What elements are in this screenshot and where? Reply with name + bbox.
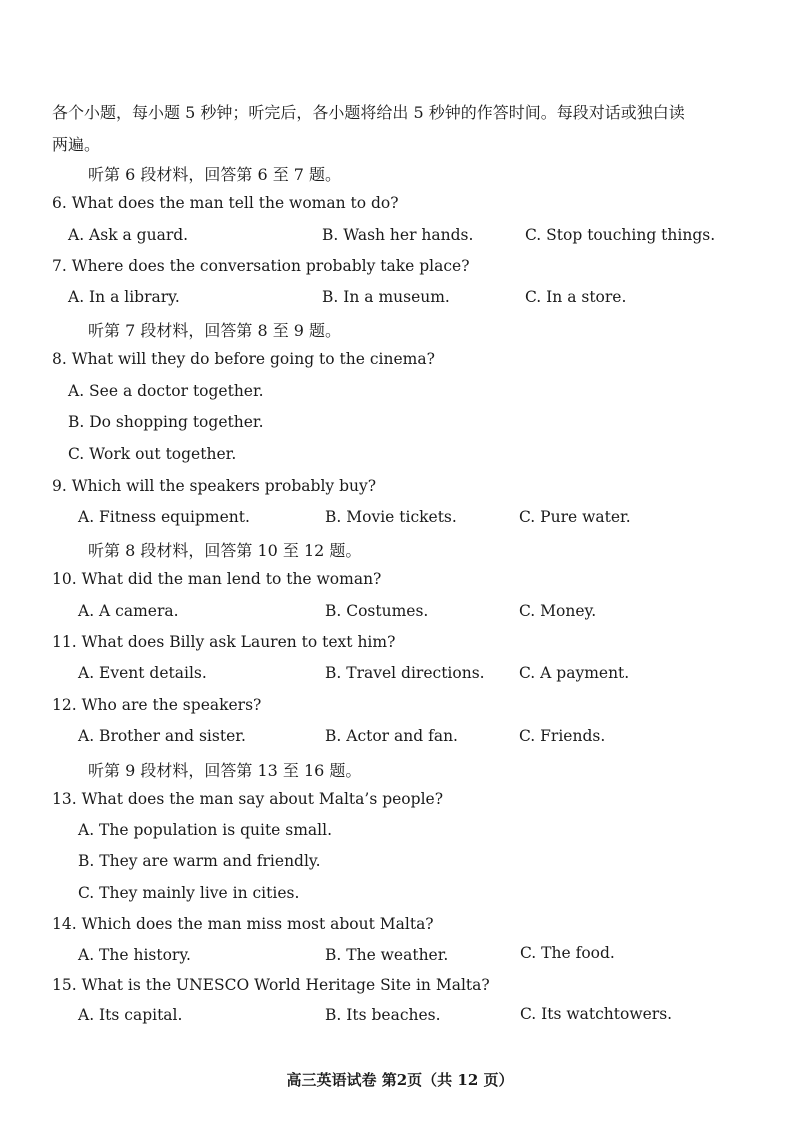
q13-option-c: C. They mainly live in cities. — [78, 884, 300, 902]
q10-option-a: A. A camera. — [78, 602, 179, 620]
q10-option-b: B. Costumes. — [325, 602, 429, 620]
q7-option-b: B. In a museum. — [322, 288, 450, 306]
question-10: 10. What did the man lend to the woman? — [52, 570, 382, 588]
question-9: 9. Which will the speakers probably buy? — [52, 477, 377, 495]
q13-option-a: A. The population is quite small. — [78, 821, 333, 839]
q15-option-a: A. Its capital. — [78, 1006, 183, 1024]
page-footer: 高三英语试卷 第2页（共 12 页） — [286, 1071, 514, 1089]
q12-option-c: C. Friends. — [519, 727, 606, 745]
q7-option-c: C. In a store. — [525, 288, 627, 306]
question-15: 15. What is the UNESCO World Heritage Site in Malta? — [52, 976, 490, 994]
q8-option-b: B. Do shopping together. — [68, 413, 264, 431]
section-heading-7: 听第 7 段材料，回答第 8 至 9 题。 — [88, 321, 342, 340]
q11-option-b: B. Travel directions. — [325, 664, 485, 682]
question-13: 13. What does the man say about Malta’s people? — [52, 790, 444, 808]
q12-option-b: B. Actor and fan. — [325, 727, 458, 745]
q15-option-b: B. Its beaches. — [325, 1006, 441, 1024]
question-8: 8. What will they do before going to the cinema? — [52, 350, 435, 368]
q7-option-a: A. In a library. — [68, 288, 180, 306]
q8-option-c: C. Work out together. — [68, 445, 237, 463]
q6-option-b: B. Wash her hands. — [322, 226, 474, 244]
q9-option-b: B. Movie tickets. — [325, 508, 457, 526]
q11-option-a: A. Event details. — [78, 664, 207, 682]
q8-option-a: A. See a doctor together. — [68, 382, 264, 400]
section-heading-6: 听第 6 段材料，回答第 6 至 7 题。 — [88, 165, 342, 184]
section-heading-9: 听第 9 段材料，回答第 13 至 16 题。 — [88, 761, 362, 780]
q14-option-a: A. The history. — [78, 946, 191, 964]
q6-option-a: A. Ask a guard. — [68, 226, 189, 244]
question-7: 7. Where does the conversation probably take place? — [52, 257, 470, 275]
q9-option-a: A. Fitness equipment. — [78, 508, 250, 526]
q10-option-c: C. Money. — [519, 602, 597, 620]
section-heading-8: 听第 8 段材料，回答第 10 至 12 题。 — [88, 541, 362, 560]
q14-option-c: C. The food. — [520, 944, 615, 962]
question-14: 14. Which does the man miss most about Malta? — [52, 915, 434, 933]
q11-option-c: C. A payment. — [519, 664, 630, 682]
question-6: 6. What does the man tell the woman to do? — [52, 194, 399, 212]
q9-option-c: C. Pure water. — [519, 508, 631, 526]
q12-option-a: A. Brother and sister. — [78, 727, 246, 745]
question-12: 12. Who are the speakers? — [52, 696, 262, 714]
q15-option-c: C. Its watchtowers. — [520, 1005, 673, 1023]
q13-option-b: B. They are warm and friendly. — [78, 852, 321, 870]
q14-option-b: B. The weather. — [325, 946, 449, 964]
question-11: 11. What does Billy ask Lauren to text him? — [52, 633, 396, 651]
intro-line-2: 两遍。 — [52, 135, 101, 154]
intro-line-1: 各个小题，每小题 5 秒钟；听完后，各小题将给出 5 秒钟的作答时间。每段对话或独白读 — [52, 103, 685, 122]
q6-option-c: C. Stop touching things. — [525, 226, 716, 244]
